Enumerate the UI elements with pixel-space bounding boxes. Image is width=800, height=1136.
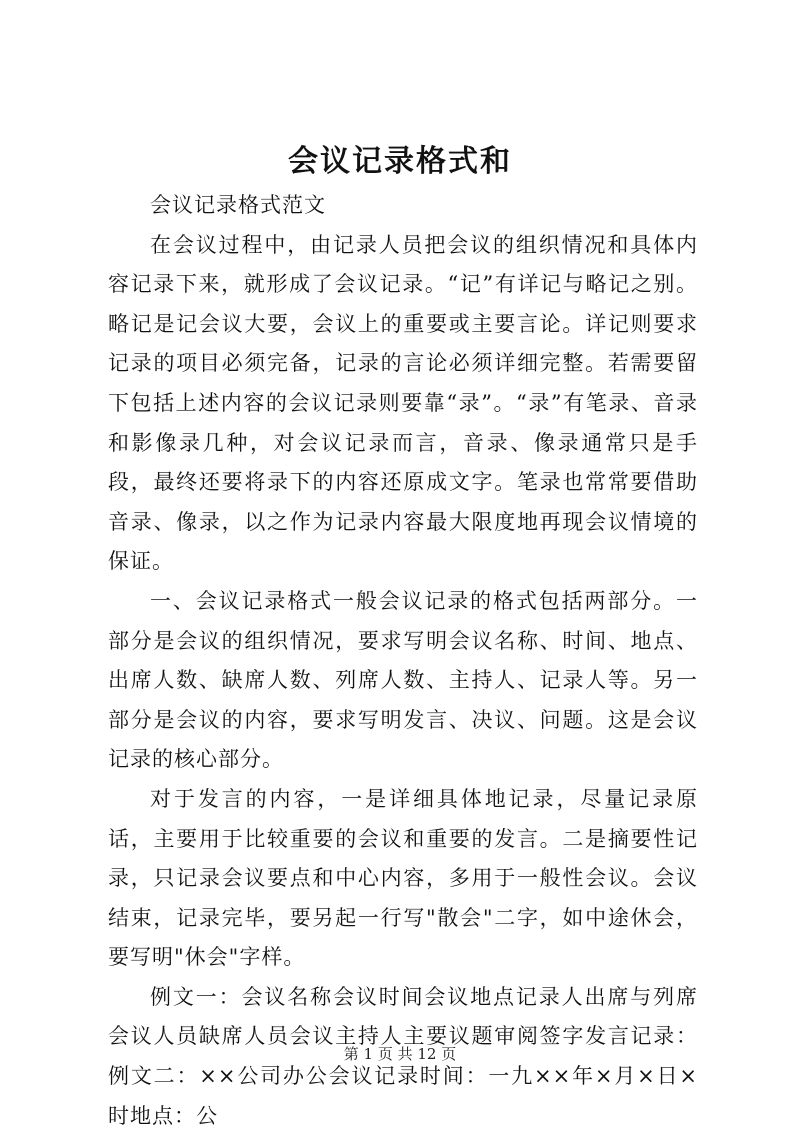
paragraph-4: 例文一：会议名称会议时间会议地点记录人出席与列席会议人员缺席人员会议主持人主要议题审阅签字发言记录：例文二：××公司办公会议记录时间：一九××年×月×日×时地点：公 (108, 984, 698, 1128)
paragraph-1: 在会议过程中，由记录人员把会议的组织情况和具体内容记录下来，就形成了会议记录。“记”有详记与略记之别。略记是记会议大要，会议上的重要或主要言论。详记则要求记录的项目必须完备，记录的言论必须详细完整。若需要留下包括上述内容的会议记录则要靠“录”。“录”有笔录、音录和影像录几种，对会议记录而言，音录、像录通常只是手段，最终还要将录下的内容还原成文字。笔录也常常要借助音录、像录，以之作为记录内容最大限度地再现会议情境的保证。 (108, 232, 698, 574)
paragraph-3: 对于发言的内容，一是详细具体地记录，尽量记录原话，主要用于比较重要的会议和重要的发言。二是摘要性记录，只记录会议要点和中心内容，多用于一般性会议。会议结束，记录完毕，要另起一行写"散会"二字，如中途休会，要写明"休会"字样。 (108, 786, 698, 970)
document-title: 会议记录格式和 (288, 144, 512, 179)
document-body (108, 186, 698, 1136)
page-number-label: 第 1 页 共 12 页 (343, 1045, 457, 1063)
page-footer (0, 1043, 800, 1065)
document-subtitle: 会议记录格式范文 (150, 193, 326, 217)
paragraph-2: 一、会议记录格式一般会议记录的格式包括两部分。一部分是会议的组织情况，要求写明会议名称、时间、地点、出席人数、缺席人数、列席人数、主持人、记录人等。另一部分是会议的内容，要求写明发言、决议、问题。这是会议记录的核心部分。 (108, 588, 698, 772)
